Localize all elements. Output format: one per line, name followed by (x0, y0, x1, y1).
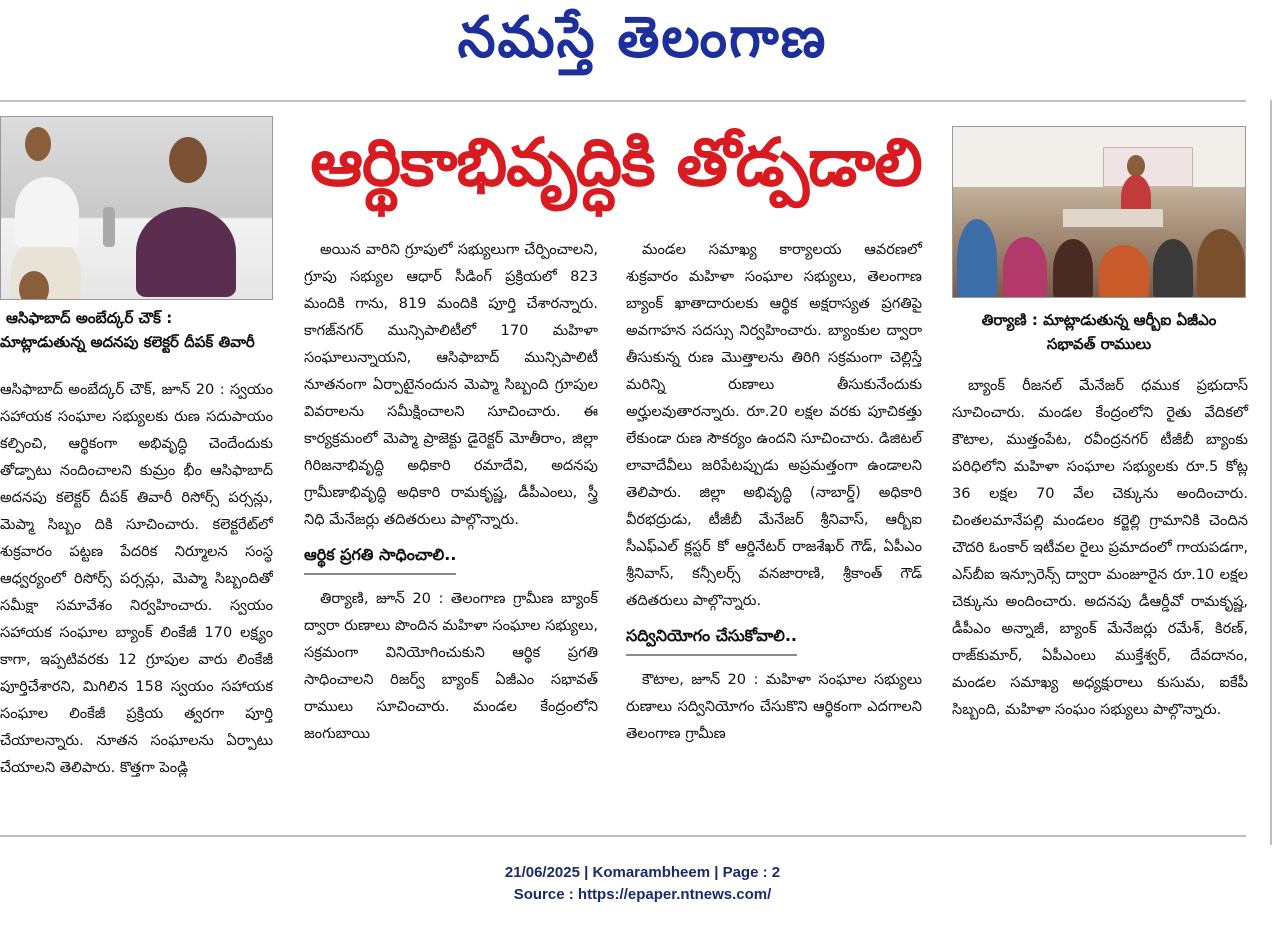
footer-date-line: 21/06/2025 | Komarambheem | Page : 2 (504, 864, 781, 881)
masthead-text: నమస్తే తెలంగాణ (457, 3, 828, 70)
masthead-logo (0, 4, 1285, 84)
article-column-3 (626, 236, 922, 747)
bottom-divider (0, 835, 1246, 837)
right-divider (1270, 100, 1272, 845)
subheading-1: ఆర్థిక ప్రగతి సాధించాలి.. (304, 541, 456, 575)
column-1-text: ఆసిఫాబాద్ అంబేద్కర్ చౌక్, జూన్ 20 : స్వయం సహాయక సంఘాల సభ్యులకు రుణ సదుపాయం కల్పించి, ఆర్థికంగా అభివృద్ధి చెందేందుకు తోడ్పాటు నందించాలని కుమ్రం భీం ఆసిఫాబాద్ అదనపు కలెక్టర్ దీపక్ తివారీ రిసోర్స్ పర్సన్లు, మెప్మా సిబ్బం దికి సూచించారు. కలెక్టరేట్‌లో శుక్రవారం పట్టణ పేదరిక నిర్మూలన సంస్థ ఆధ్వర్యంలో రిసోర్స్ పర్సన్లు, మెప్మా సిబ్బందితో సమీక్షా సమావేశం నిర్వహించారు. స్వయం సహాయక సంఘాల బ్యాంక్ లింకేజీ 170 లక్ష్యం కాగా, ఇప్పటివరకు 12 గ్రూపుల వారు లింకేజీ పూర్తిచేశారని, మిగిలిన 158 స్వయం సహాయక సంఘాల లింకేజీ ప్రక్రియ త్వరగా పూర్తి చేయాలన్నారు. నూతన సంఘాలను ఏర్పాటు చేయాలని తెలిపారు. కొత్తగా పెండ్లి (0, 381, 273, 776)
column-2-text: అయిన వారిని గ్రూపులో సభ్యులుగా చేర్పించాలని, గ్రూపు సభ్యుల ఆధార్ సీడింగ్ ప్రక్రియలో 823 మందికి గాను, 819 మందికి పూర్తి చేశారన్నారు. కాగజ్‌నగర్ మున్సిపాలిటీలో 170 మహిళా సంఘాలున్నాయని, ఆసిఫాబాద్ మున్సిపాలిటీ నూతనంగా ఏర్పాటైనందున మెప్మా సిబ్బంది గ్రూపుల వివరాలను సమీక్షించాలని సూచించారు. ఈ కార్యక్రమంలో మెప్మా ప్రాజెక్టు డైరెక్టర్ మోతీరాం, జిల్లా గిరిజనాభివృద్ధి అధికారి రమాదేవి, అదనపు గ్రామీణాభివృద్ధి అధికారి రామకృష్ణ, డీపీఎంలు, స్త్రీ నిధి మేనేజర్లు తదితరులు పాల్గొన్నారు. (304, 241, 598, 528)
article-headline (296, 118, 936, 223)
subheading-2: సద్వినియోగం చేసుకోవాలి.. (626, 622, 797, 656)
footer-source-link[interactable]: Source : https://epaper.ntnews.com/ (513, 886, 772, 903)
left-caption-line2: మాట్లాడుతున్న అదనపు కలెక్టర్ దీపక్ తివారీ (0, 333, 255, 351)
right-caption-line2: సభావత్ రాములు (1046, 335, 1152, 353)
article-column-2 (304, 236, 598, 747)
article-column-4 (952, 372, 1248, 723)
column-3b-text: కౌటాల, జూన్ 20 : మహిళా సంఘాల సభ్యులు రుణాలు సద్వినియోగం చేసుకొని ఆర్థికంగా ఎదగాలని తెలంగాణ గ్రామీణ (626, 671, 922, 742)
left-caption-line1: ఆసిఫాబాద్ అంబేద్కర్ చౌక్ : (6, 309, 173, 327)
column-2b-text: తిర్యాణి, జూన్ 20 : తెలంగాణ గ్రామీణ బ్యాంక్ ద్వారా రుణాలు పొందిన మహిళా సంఘాల సభ్యులు, సక్రమంగా వినియోగించుకుని ఆర్థిక ప్రగతి సాధించాలని రిజర్వ్ బ్యాంక్ ఏజీఎం సభావత్ రాములు సూచించారు. మండల కేంద్రంలోని జంగుబాయి (304, 590, 598, 742)
column-4-text: బ్యాంక్ రీజనల్ మేనేజర్ ధముక ప్రభుదాస్ సూచించారు. మండల కేంద్రంలోని రైతు వేదికలో కౌటాల, ముత్తంపేట, రవీంద్రనగర్ టీజీబీ బ్యాంకు పరిధిలోని మహిళా సంఘాల సభ్యులకు రూ.5 కోట్ల 36 లక్షల 70 వేల చెక్కును అందించారు. చింతలమానేపల్లి మండలం కర్జెల్లి గ్రామానికి చెందిన చౌదరి ఓంకార్ ఇటీవల రైలు ప్రమాదంలో గాయపడగా, ఎస్‌బీఐ ఇన్సూరెన్స్ ద్వారా మంజూరైన రూ.10 లక్షల చెక్కును అందించారు. అదనపు డీఆర్డీవో రామకృష్ణ, డీపీఎం అన్నాజీ, బ్యాంక్ మేనేజర్లు రమేశ్, కిరణ్, రాజ్‌కుమార్, ఏపీఎంలు ముక్తేశ్వర్, దేవదానం, మండల సమాఖ్య అధ్యక్షురాలు కుసుమ, ఐకేపీ సిబ్బంది, మహిళా సంఘం సభ్యులు పాల్గొన్నారు. (952, 377, 1248, 718)
right-caption-line1: తిర్యాణి : మాట్లాడుతున్న ఆర్బీఐ ఏజీఎం (981, 311, 1217, 329)
article-column-1 (0, 376, 273, 822)
right-photo (952, 126, 1246, 298)
right-photo-caption (952, 308, 1246, 356)
top-divider (0, 100, 1246, 102)
column-3-text: మండల సమాఖ్య కార్యాలయ ఆవరణలో శుక్రవారం మహిళా సంఘాల సభ్యులు, తెలంగాణ బ్యాంక్ ఖాతాదారులకు ఆర్థిక అక్షరాస్యత ప్రగతిపై అవగాహన సదస్సు నిర్వహించారు. బ్యాంకుల ద్వారా తీసుకున్న రుణ మొత్తాలను తిరిగి సక్రమంగా చెల్లిస్తే మరిన్ని రుణాలు తీసుకునేందుకు అర్హులవుతారన్నారు. రూ.20 లక్షల వరకు పూచికత్తు లేకుండా రుణ సౌకర్యం ఉందని సూచించారు. డిజిటల్ లావాదేవీలు జరిపేటప్పుడు అప్రమత్తంగా ఉండాలని తెలిపారు. జిల్లా అభివృద్ధి (నాబార్డ్) అధికారి వీరభద్రుడు, టీజీబీ మేనేజర్ శ్రీనివాస్, ఆర్బీఐ సీఎఫ్ఎల్ క్లస్టర్ కో ఆర్డినేటర్ రాజశేఖర్ గౌడ్, ఏపీఎం శ్రీనివాస్, కన్సీలర్స్ వనజారాణి, శ్రీకాంత్ గౌడ్ తదితరులు పాల్గొన్నారు. (626, 241, 922, 609)
headline-text: ఆర్థికాభివృద్ధికి తోడ్పడాలి (310, 124, 922, 201)
left-photo-caption (0, 306, 290, 354)
left-photo (0, 116, 273, 300)
page-footer (0, 862, 1285, 906)
